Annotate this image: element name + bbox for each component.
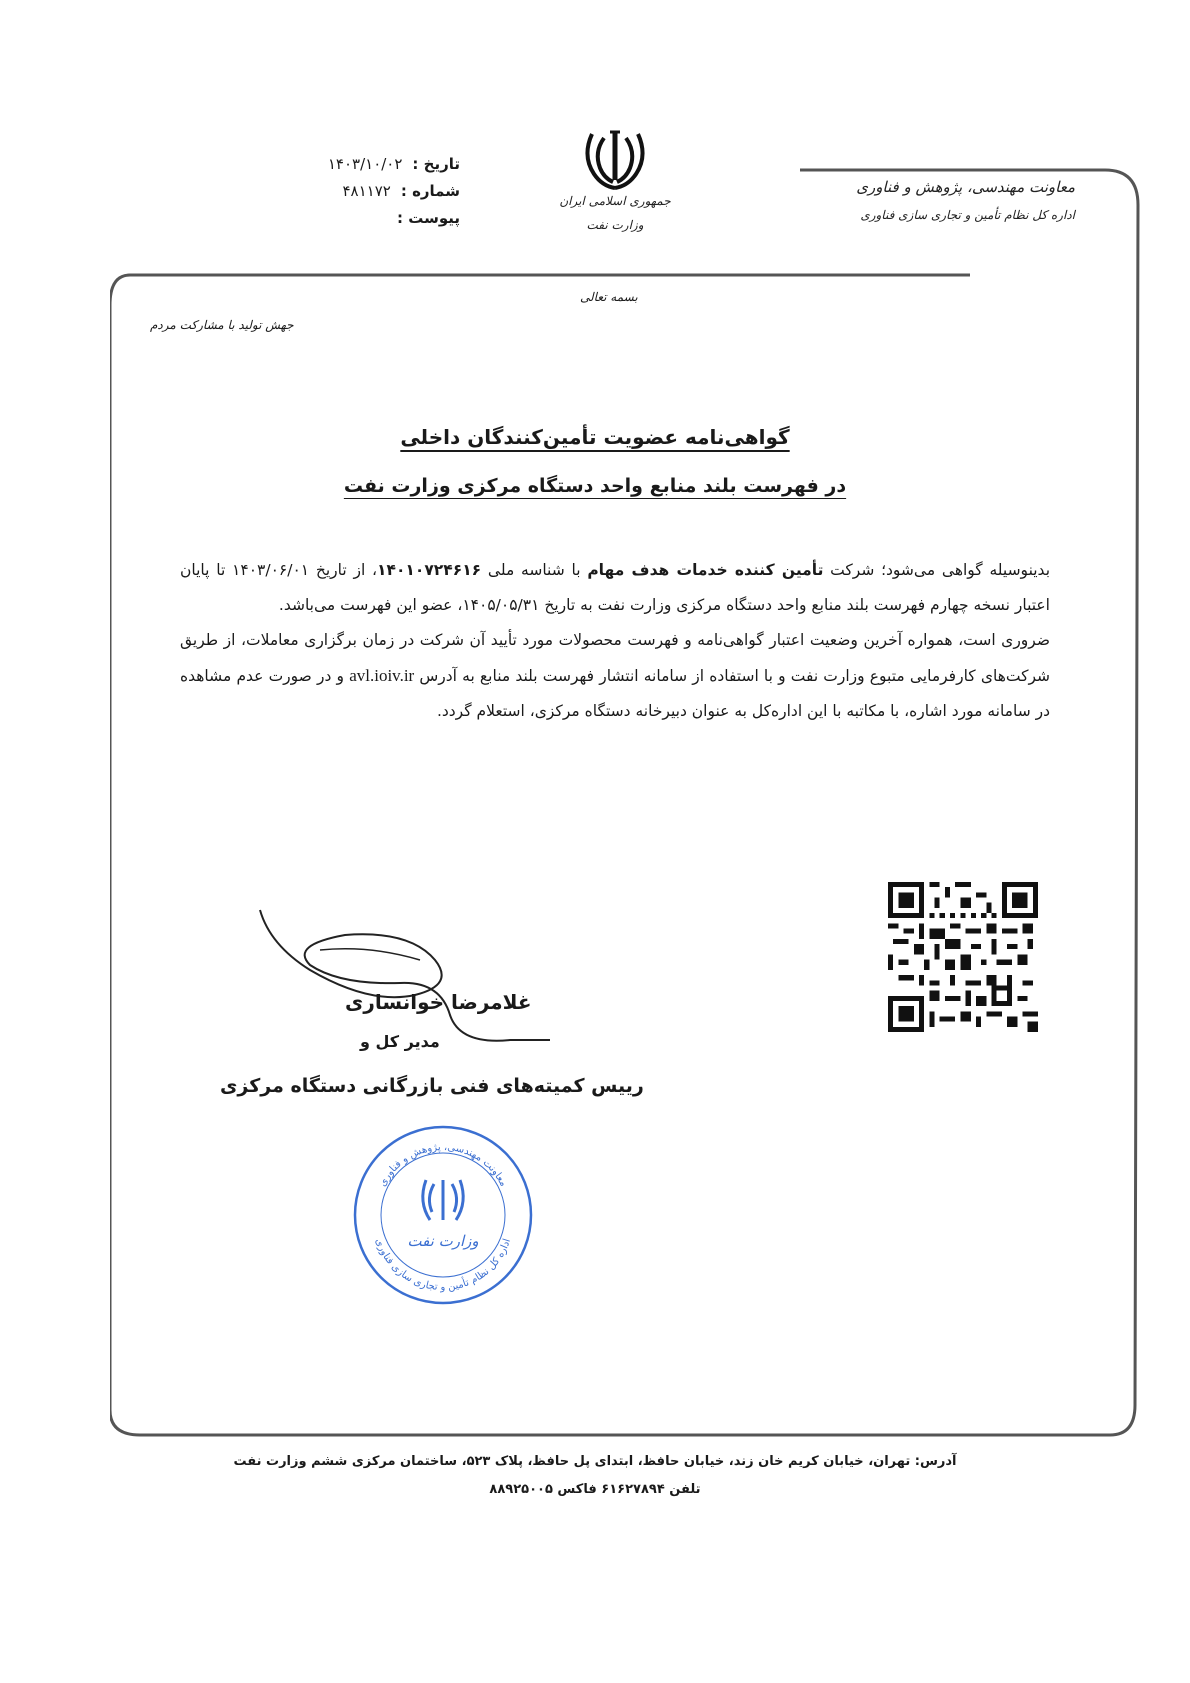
date-row <box>270 155 460 173</box>
ministry-caption: وزارت نفت <box>586 218 644 232</box>
avl-url: avl.ioiv.ir <box>349 666 415 685</box>
number-label: شماره : <box>400 182 460 200</box>
deputy-name: معاونت مهندسی، پژوهش و فناوری <box>856 178 1075 196</box>
slogan: جهش تولید با مشارکت مردم <box>150 318 294 332</box>
national-id: ۱۴۰۱۰۷۲۴۶۱۶ <box>377 561 482 579</box>
paragraph-2: ضروری است، همواره آخرین وضعیت اعتبار گواهی‌نامه و فهرست محصولات مورد تأیید آن شرکت در زمان برگزاری معاملات، از طریق شرکت‌های کارفرمایی متبوع وزارت نفت و با استفاده از سامانه انتشار فهرست بلند منابع به آدرس avl.ioiv.ir و در صورت عدم مشاهده در سامانه مورد اشاره، با مکاتبه با این اداره‌کل به عنوان دبیرخانه دستگاه مرکزی، استعلام گردد. <box>180 631 1051 720</box>
office-name: اداره کل نظام تأمین و تجاری سازی فناوری <box>860 208 1075 222</box>
stamp-emblem-icon <box>423 1180 463 1220</box>
page-frame <box>110 165 1140 1440</box>
signer-position: مدیر کل و <box>360 1032 440 1051</box>
svg-text:معاونت مهندسی، پژوهش و فناوری: معاونت مهندسی، پژوهش و فناوری <box>377 1141 509 1189</box>
iran-emblem-block <box>555 128 675 232</box>
company-name: تأمین کننده خدمات هدف مهام <box>587 561 824 579</box>
footer-address: آدرس: تهران، خیابان کریم خان زند، خیابان حافظ، ابتدای پل حافظ، پلاک ۵۲۳، ساختمان مرکزی ششم وزارت نفت <box>233 1454 957 1469</box>
qr-code <box>888 882 1038 1032</box>
bismillah: بسمه تعالی <box>580 290 638 304</box>
letter-meta <box>270 155 460 236</box>
signer-name: غلامرضا خوانساری <box>345 990 532 1014</box>
paragraph-1: بدینوسیله گواهی می‌شود؛ شرکت تأمین کننده خدمات هدف مهام با شناسه ملی ۱۴۰۱۰۷۲۴۶۱۶، از تاریخ ۱۴۰۳/۰۶/۰۱ تا پایان اعتبار نسخه چهارم فهرست بلند منابع واحد دستگاه مرکزی وزارت نفت به تاریخ ۱۴۰۵/۰۵/۳۱، عضو این فهرست می‌باشد. <box>180 561 1051 614</box>
attachment-row <box>270 209 460 227</box>
svg-text:وزارت نفت: وزارت نفت <box>407 1232 479 1250</box>
certificate-body <box>180 553 1050 729</box>
signer-role: رییس کمیته‌های فنی بازرگانی دستگاه مرکزی <box>220 1075 644 1097</box>
attachment-label: پیوست : <box>396 209 460 227</box>
header-department <box>856 178 1075 222</box>
footer-phone: تلفن ۶۱۶۲۷۸۹۴ فاکس ۸۸۹۲۵۰۰۵ <box>489 1482 701 1497</box>
certificate-title: گواهی‌نامه عضویت تأمین‌کنندگان داخلی <box>400 425 790 449</box>
date-label: تاریخ : <box>412 155 460 173</box>
official-stamp <box>348 1120 538 1310</box>
number-value: ۴۸۱۱۷۲ <box>342 182 391 200</box>
emblem-caption: جمهوری اسلامی ایران <box>559 194 671 208</box>
number-row <box>270 182 460 200</box>
date-value: ۱۴۰۳/۱۰/۰۲ <box>327 155 403 173</box>
iran-emblem-icon <box>580 128 650 190</box>
svg-text:اداره کل نظام تأمین و تجاری سا: اداره کل نظام تأمین و تجاری سازی فناوری <box>372 1237 513 1294</box>
certificate-subtitle: در فهرست بلند منابع واحد دستگاه مرکزی وزارت نفت <box>343 475 847 497</box>
